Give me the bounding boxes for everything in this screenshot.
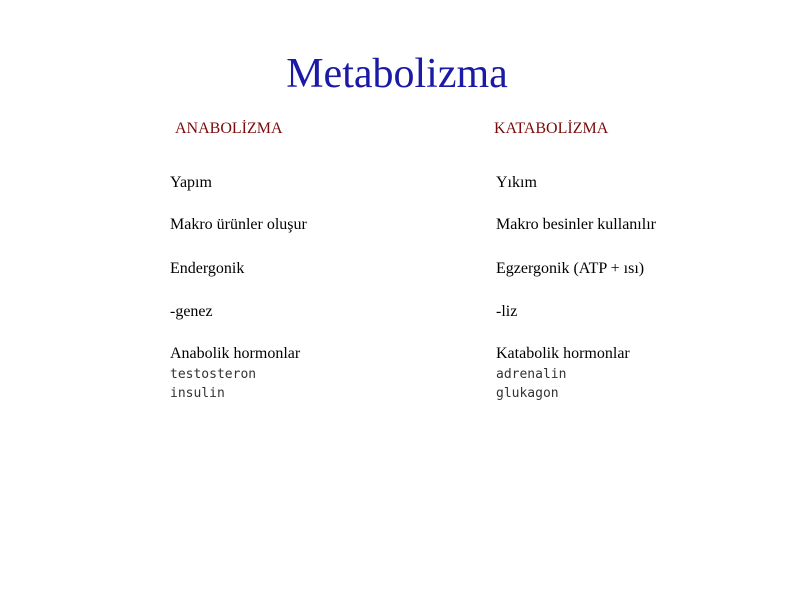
anabolism-row-5: Anabolik hormonlar [170, 345, 301, 362]
catabolism-row-5: Katabolik hormonlar [496, 345, 630, 362]
catabolism-row-4: -liz [496, 303, 518, 320]
catabolism-header: KATABOLİZMA [494, 120, 609, 137]
catabolism-row-1: Yıkım [496, 174, 537, 191]
anabolic-hormone-2: insulin [170, 386, 225, 401]
anabolism-row-2: Makro ürünler oluşur [170, 216, 307, 233]
catabolism-row-3: Egzergonik (ATP + ısı) [496, 260, 645, 277]
anabolism-header: ANABOLİZMA [175, 120, 283, 137]
catabolism-row-2: Makro besinler kullanılır [496, 216, 656, 233]
catabolic-hormone-1: adrenalin [496, 367, 567, 382]
anabolism-row-1: Yapım [170, 174, 212, 191]
anabolism-row-3: Endergonik [170, 260, 245, 277]
catabolic-hormone-2: glukagon [496, 386, 559, 401]
slide-title: Metabolizma [286, 51, 508, 97]
anabolism-row-4: -genez [170, 303, 213, 320]
anabolic-hormone-1: testosteron [170, 367, 257, 382]
